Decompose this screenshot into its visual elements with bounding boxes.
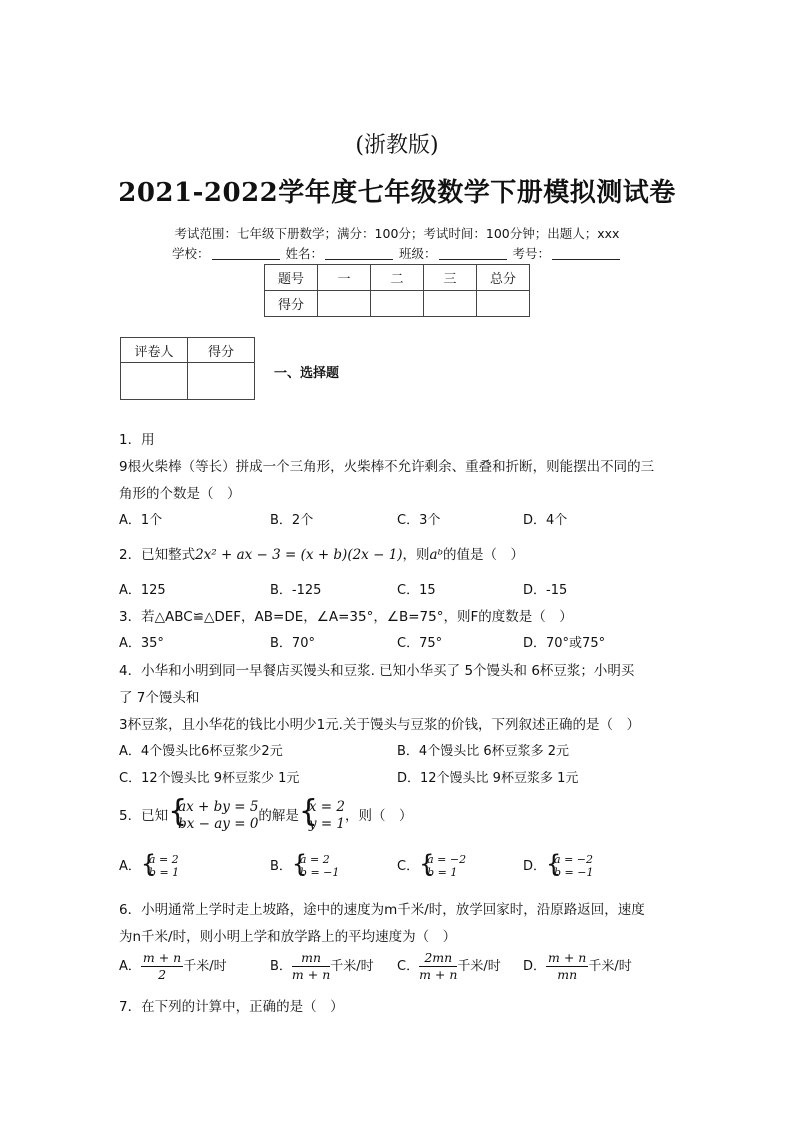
- q2-expression: 2x² + ax − 3 = (x + b)(2x − 1): [195, 547, 403, 563]
- edition-label: (浙教版): [355, 133, 439, 158]
- q4-option-c[interactable]: C．12个馒头比 9杯豆浆少 1元: [119, 771, 300, 786]
- q6-option-c[interactable]: C． $\frac{2mn}{m + n}$ 千米/时: [397, 950, 501, 982]
- q6-option-b[interactable]: B． $\frac{mn}{m + n}$ 千米/时: [270, 950, 374, 982]
- q5-suffix: ，则（ ）: [345, 808, 413, 824]
- exam-no-label: 考号：: [512, 246, 550, 261]
- q2-power: aᵇ: [429, 547, 443, 563]
- q1-line2: 9根火柴棒（等长）拼成一个三角形，火柴棒不允许剩余、重叠和折断，则能摆出不同的三: [119, 459, 655, 475]
- brace-icon: {: [291, 850, 308, 878]
- q2-prefix: 2．已知整式: [119, 547, 196, 563]
- school-blank[interactable]: [212, 247, 280, 260]
- class-label: 班级：: [398, 246, 437, 261]
- q6-option-a[interactable]: A． $\frac{m + n}{2}$ 千米/时: [119, 950, 227, 982]
- q3-option-b[interactable]: B．70°: [270, 636, 315, 651]
- q5-stem: [119, 794, 413, 833]
- score-row-label: 得分: [265, 291, 318, 317]
- q3-option-c[interactable]: C．75°: [397, 636, 443, 651]
- grader-header: 评卷人: [121, 338, 188, 363]
- q6-line1: 6．小明通常上学时走上坡路，途中的速度为m千米/时，放学回家时，沿原路返回，速度: [119, 902, 645, 918]
- q2-option-d[interactable]: D．-15: [523, 583, 568, 598]
- q6-line2: 为n千米/时，则小明上学和放学路上的平均速度为（ ）: [119, 929, 457, 945]
- score-header: 一: [318, 265, 371, 291]
- q2-option-a[interactable]: A．125: [119, 583, 166, 598]
- score-header: 总分: [477, 265, 530, 291]
- score-table: [264, 264, 530, 317]
- q5-option-c[interactable]: C． { a = −2 b = 1: [397, 850, 467, 879]
- brace-icon: {: [168, 794, 188, 829]
- score-header: 二: [371, 265, 424, 291]
- q6-option-d[interactable]: D． $\frac{m + n}{mn}$ 千米/时: [523, 950, 632, 982]
- grader-table: [120, 337, 255, 400]
- name-blank[interactable]: [325, 247, 393, 260]
- section-title: 一、选择题: [274, 366, 340, 381]
- q4-option-a[interactable]: A．4个馒头比6杯豆浆少2元: [119, 744, 283, 759]
- q5-system-equations: { ax + by = 5 bx − ay = 0: [168, 794, 259, 832]
- q3-stem: 3．若△ABC≌△DEF，AB=DE，∠A=35°，∠B=75°，则F的度数是（ ）: [119, 609, 573, 625]
- grader-cell[interactable]: [188, 363, 255, 400]
- q4-line2: 了 7个馒头和: [119, 690, 200, 706]
- q2-option-b[interactable]: B．-125: [270, 583, 322, 598]
- q3-option-d[interactable]: D．70°或75°: [523, 636, 606, 651]
- q4-line3: 3杯豆浆，且小华花的钱比小明少1元.关于馒头与豆浆的价钱，下列叙述正确的是（ ）: [119, 717, 640, 733]
- score-header: 题号: [265, 265, 318, 291]
- q5-option-b[interactable]: B． { a = 2 b = −1: [270, 850, 340, 879]
- brace-icon: {: [140, 850, 157, 878]
- q1-option-c[interactable]: C．3个: [397, 513, 441, 528]
- q2-stem: [119, 543, 524, 563]
- grader-header: 得分: [188, 338, 255, 363]
- q1-option-b[interactable]: B．2个: [270, 513, 314, 528]
- q1-line1: 1．用: [119, 432, 155, 448]
- grader-cell[interactable]: [121, 363, 188, 400]
- q5-mid: 的解是: [258, 808, 299, 824]
- brace-icon: {: [546, 850, 562, 878]
- exam-meta-line: 考试范围：七年级下册数学；满分：100分；考试时间：100分钟；出题人；xxx: [174, 226, 620, 241]
- q1-option-d[interactable]: D．4个: [523, 513, 568, 528]
- score-cell[interactable]: [477, 291, 530, 317]
- q5-prefix: 5．已知: [119, 808, 169, 824]
- q5-option-d[interactable]: D． { a = −2 b = −1: [523, 850, 594, 879]
- score-cell[interactable]: [371, 291, 424, 317]
- student-info-line: [0, 244, 794, 262]
- q4-line1: 4．小华和小明到同一早餐店买馒头和豆浆. 已知小华买了 5个馒头和 6杯豆浆；小明买: [119, 663, 635, 679]
- q5-option-a[interactable]: A． { a = 2 b = 1: [119, 850, 180, 879]
- q7-stem: 7．在下列的计算中，正确的是（ ）: [119, 999, 344, 1015]
- q5-system-solution: { x = 2 y = 1: [298, 794, 346, 832]
- score-cell[interactable]: [318, 291, 371, 317]
- brace-icon: {: [419, 850, 435, 878]
- q2-option-c[interactable]: C．15: [397, 583, 436, 598]
- q2-mid: ，则: [402, 547, 430, 563]
- score-header: 三: [424, 265, 477, 291]
- q1-line3: 角形的个数是（ ）: [119, 486, 241, 502]
- q2-suffix: 的值是（ ）: [443, 547, 524, 563]
- score-cell[interactable]: [424, 291, 477, 317]
- exam-no-blank[interactable]: [552, 247, 620, 260]
- school-label: 学校：: [171, 246, 210, 261]
- name-label: 姓名：: [285, 246, 323, 261]
- exam-title: 2021-2022学年度七年级数学下册模拟测试卷: [118, 178, 676, 208]
- class-blank[interactable]: [439, 247, 507, 260]
- q4-option-b[interactable]: B．4个馒头比 6杯豆浆多 2元: [397, 744, 569, 759]
- brace-icon: {: [298, 794, 318, 829]
- q3-option-a[interactable]: A．35°: [119, 636, 164, 651]
- q4-option-d[interactable]: D．12个馒头比 9杯豆浆多 1元: [397, 771, 579, 786]
- q1-option-a[interactable]: A．1个: [119, 513, 163, 528]
